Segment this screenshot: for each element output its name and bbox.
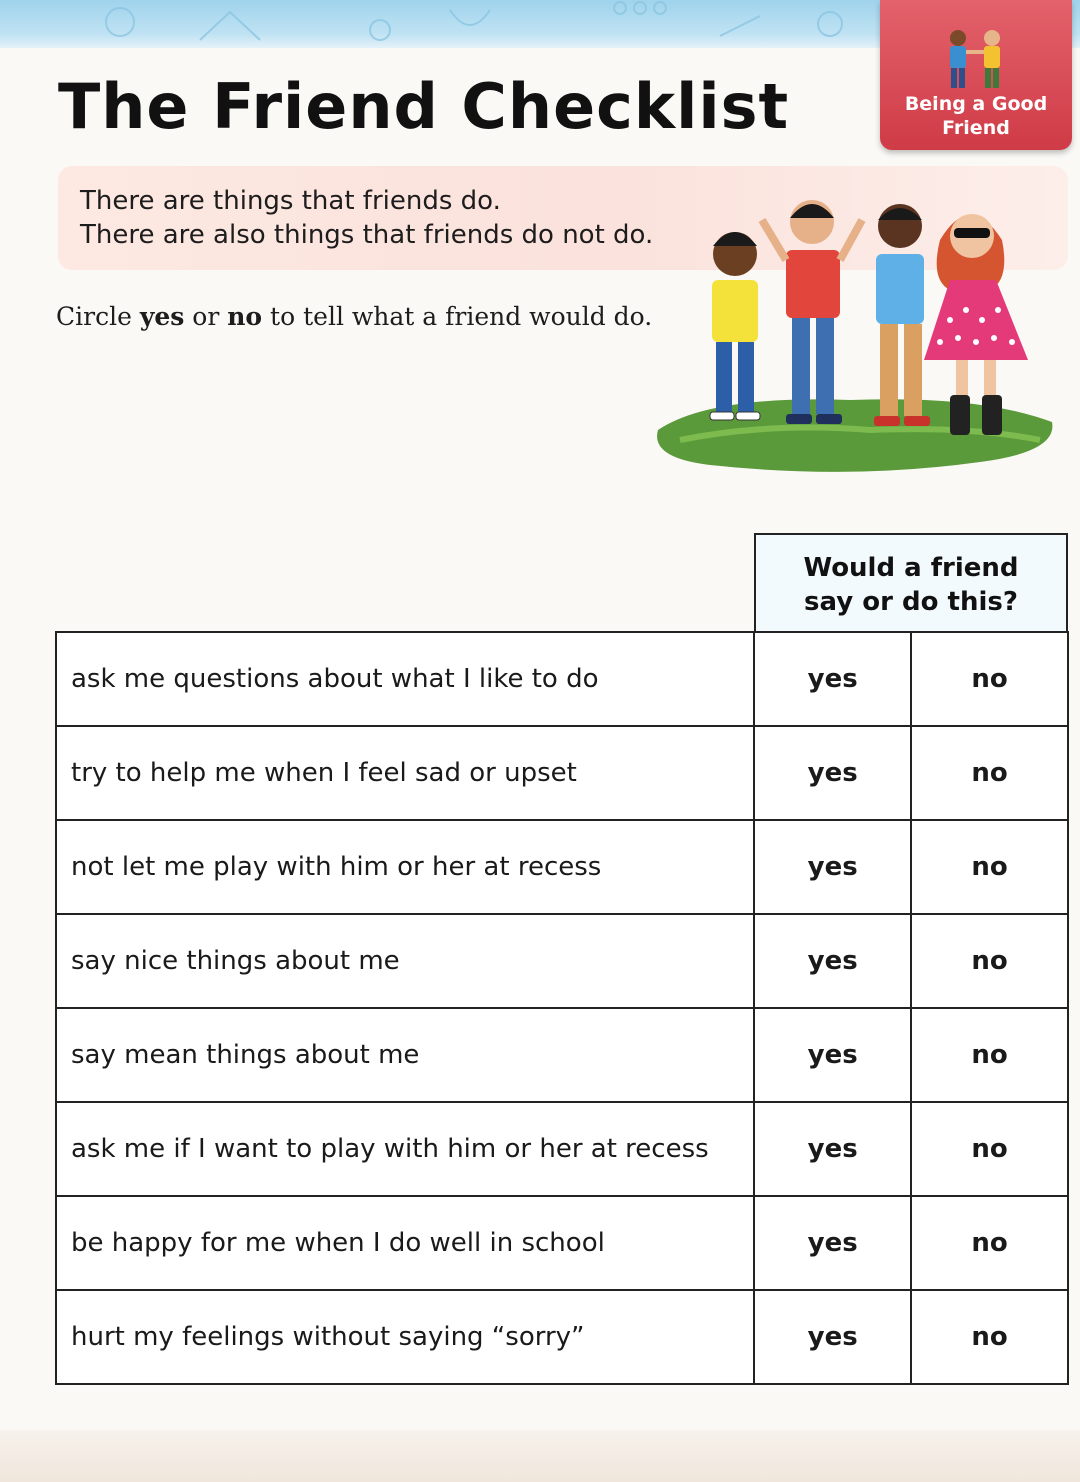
yes-option[interactable]: yes bbox=[754, 1290, 911, 1384]
badge-line-2: Friend bbox=[942, 117, 1010, 139]
row-statement: ask me questions about what I like to do bbox=[56, 632, 754, 726]
yes-option[interactable]: yes bbox=[754, 1008, 911, 1102]
header-line-2: say or do this? bbox=[804, 587, 1018, 617]
table-row bbox=[56, 914, 1068, 1008]
kid-yellow-shirt bbox=[710, 232, 760, 420]
page-bottom-strip bbox=[0, 1430, 1080, 1482]
table-row bbox=[56, 1008, 1068, 1102]
instruction-text bbox=[56, 302, 652, 331]
yes-option[interactable]: yes bbox=[754, 1102, 911, 1196]
yes-option[interactable]: yes bbox=[754, 1196, 911, 1290]
row-statement: be happy for me when I do well in school bbox=[56, 1196, 754, 1290]
kid-blue-shirt bbox=[874, 204, 930, 426]
table-row bbox=[56, 726, 1068, 820]
yes-option[interactable]: yes bbox=[754, 820, 911, 914]
yes-option[interactable]: yes bbox=[754, 914, 911, 1008]
two-friends-icon bbox=[936, 28, 1016, 92]
table-column-header bbox=[754, 533, 1068, 631]
no-option[interactable]: no bbox=[911, 726, 1068, 820]
topic-badge bbox=[880, 0, 1072, 150]
friend-checklist-table bbox=[55, 631, 1069, 1385]
yes-option[interactable]: yes bbox=[754, 726, 911, 820]
instruction-part-1: Circle bbox=[56, 302, 140, 331]
no-option[interactable]: no bbox=[911, 632, 1068, 726]
kid-red-shirt bbox=[762, 200, 862, 424]
no-option[interactable]: no bbox=[911, 1196, 1068, 1290]
table-row bbox=[56, 1196, 1068, 1290]
yes-option[interactable]: yes bbox=[754, 632, 911, 726]
no-option[interactable]: no bbox=[911, 1008, 1068, 1102]
row-statement: hurt my feelings without saying “sorry” bbox=[56, 1290, 754, 1384]
intro-line-2: There are also things that friends do not do. bbox=[80, 220, 654, 250]
badge-line-1: Being a Good bbox=[904, 93, 1048, 115]
header-line-1: Would a friend bbox=[803, 553, 1019, 583]
row-statement: try to help me when I feel sad or upset bbox=[56, 726, 754, 820]
instruction-no: no bbox=[227, 302, 263, 331]
table-row bbox=[56, 632, 1068, 726]
table-row bbox=[56, 1290, 1068, 1384]
row-statement: ask me if I want to play with him or her at recess bbox=[56, 1102, 754, 1196]
instruction-part-3: to tell what a friend would do. bbox=[262, 302, 653, 331]
row-statement: not let me play with him or her at recess bbox=[56, 820, 754, 914]
instruction-part-2: or bbox=[184, 302, 228, 331]
row-statement: say mean things about me bbox=[56, 1008, 754, 1102]
table-row bbox=[56, 1102, 1068, 1196]
children-illustration bbox=[650, 190, 1060, 480]
instruction-yes: yes bbox=[139, 302, 185, 331]
doodle-pattern bbox=[0, 0, 880, 48]
page-title: The Friend Checklist bbox=[58, 70, 790, 143]
no-option[interactable]: no bbox=[911, 820, 1068, 914]
no-option[interactable]: no bbox=[911, 1102, 1068, 1196]
table-row bbox=[56, 820, 1068, 914]
no-option[interactable]: no bbox=[911, 1290, 1068, 1384]
intro-line-1: There are things that friends do. bbox=[80, 186, 501, 216]
no-option[interactable]: no bbox=[911, 914, 1068, 1008]
row-statement: say nice things about me bbox=[56, 914, 754, 1008]
